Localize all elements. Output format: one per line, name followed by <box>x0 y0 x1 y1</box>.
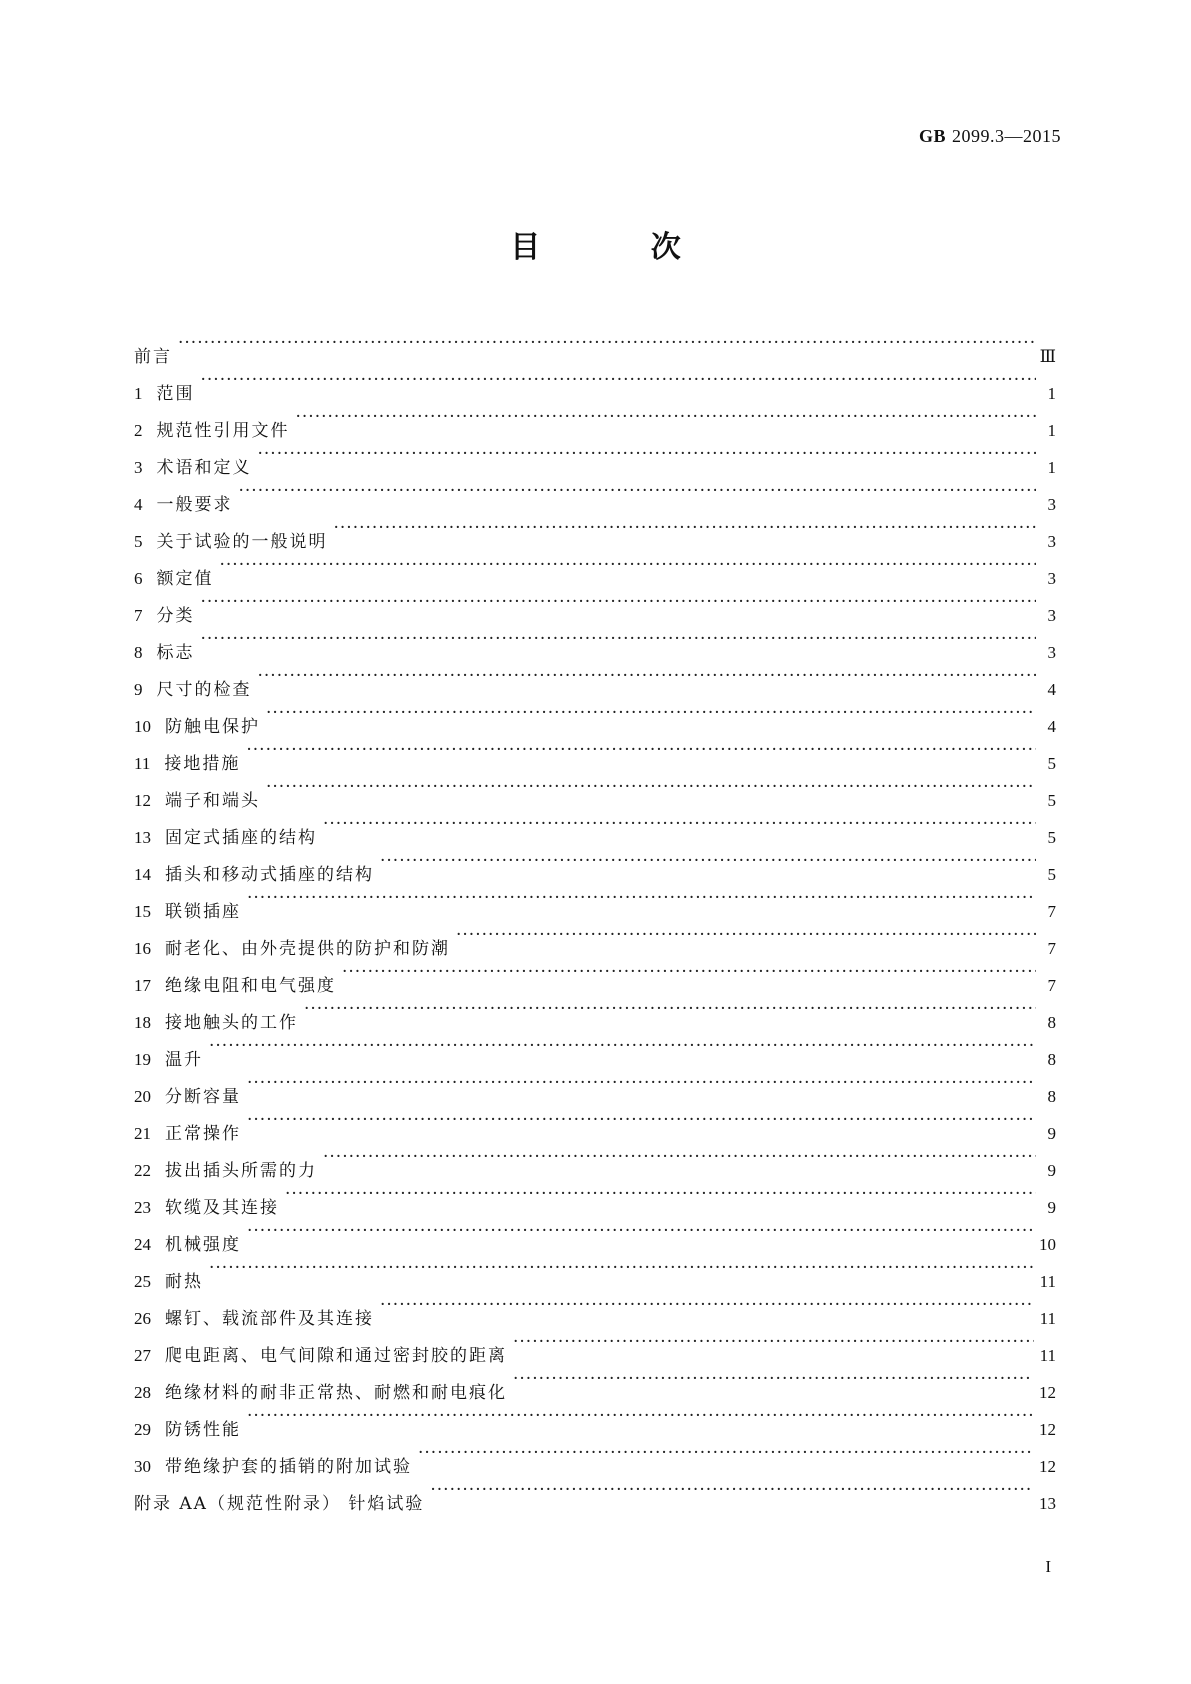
toc-entry-page: 4 <box>1047 717 1056 736</box>
toc-entry-title: 联锁插座 <box>165 902 241 922</box>
toc-leader-dots <box>285 1176 1036 1213</box>
toc-entry[interactable] <box>134 732 1056 774</box>
toc-entry-page: 7 <box>1047 939 1056 958</box>
toc-entry-title: 术语和定义 <box>156 458 252 478</box>
toc-entry-title: 端子和端头 <box>165 791 260 811</box>
toc-leader-dots <box>380 843 1036 880</box>
toc-entry-title: 尺寸的检查 <box>156 680 252 700</box>
toc-entry-number: 18 <box>134 1013 151 1032</box>
toc-entry-title: 拔出插头所需的力 <box>165 1161 317 1181</box>
toc-entry[interactable] <box>134 806 1056 848</box>
document-prefix: GB <box>918 126 946 146</box>
toc-entry-number: 26 <box>134 1309 151 1328</box>
toc-leader-dots <box>247 1398 1033 1435</box>
toc-entry-number: 19 <box>134 1050 151 1069</box>
toc-entry-title: 带绝缘护套的插销的附加试验 <box>165 1457 412 1477</box>
toc-leader-dots <box>266 695 1036 732</box>
toc-entry-number: 3 <box>134 458 143 477</box>
toc-leader-dots <box>239 473 1037 510</box>
toc-entry[interactable] <box>134 1065 1056 1107</box>
toc-entry-number: 20 <box>134 1087 151 1106</box>
toc-entry-title: 前言 <box>134 347 172 367</box>
toc-entry-title: 接地触头的工作 <box>165 1013 298 1033</box>
toc-entry-number: 24 <box>134 1235 151 1254</box>
toc-entry[interactable] <box>134 1435 1056 1477</box>
toc-entry-title: 机械强度 <box>165 1235 241 1255</box>
toc-entry-title: 接地措施 <box>164 754 241 774</box>
toc-entry-number: 1 <box>134 384 143 403</box>
toc-entry-page: 9 <box>1047 1161 1056 1180</box>
toc-entry-number: 2 <box>134 421 143 440</box>
toc-leader-dots <box>246 732 1036 769</box>
toc-entry-page: Ⅲ <box>1039 347 1056 366</box>
toc-entry-page: 8 <box>1047 1013 1056 1032</box>
toc-entry-number: 5 <box>134 532 143 551</box>
toc-entry-page: 11 <box>1039 1346 1056 1365</box>
toc-leader-dots <box>266 769 1036 806</box>
toc-entry-title: 范围 <box>156 384 195 404</box>
toc-entry[interactable] <box>134 399 1056 441</box>
toc-entry-title: 软缆及其连接 <box>165 1198 279 1218</box>
toc-leader-dots <box>418 1435 1033 1472</box>
toc-entry-page: 9 <box>1047 1124 1056 1143</box>
toc-entry-page: 7 <box>1047 902 1056 921</box>
toc-entry[interactable] <box>134 1028 1056 1070</box>
toc-entry[interactable] <box>134 325 1056 367</box>
toc-entry-page: 7 <box>1047 976 1056 995</box>
toc-entry-page: 5 <box>1047 791 1056 810</box>
toc-leader-dots <box>247 1065 1036 1102</box>
toc-entry-page: 12 <box>1039 1383 1056 1402</box>
toc-entry-number: 27 <box>134 1346 151 1365</box>
toc-leader-dots <box>201 584 1037 621</box>
toc-entry-number: 12 <box>134 791 151 810</box>
toc-entry-page: 11 <box>1039 1272 1056 1291</box>
toc-entry-number: 11 <box>134 754 151 773</box>
toc-entry-page: 10 <box>1039 1235 1056 1254</box>
toc-entry-number: 21 <box>134 1124 151 1143</box>
toc-entry-number: 8 <box>134 643 143 662</box>
toc-entry[interactable] <box>134 658 1056 700</box>
toc-entry-page: 1 <box>1047 384 1056 403</box>
toc-leader-dots <box>296 399 1037 436</box>
toc-entry-title: 关于试验的一般说明 <box>156 532 328 552</box>
toc-leader-dots <box>334 510 1037 547</box>
toc-leader-dots <box>209 1250 1034 1287</box>
toc-entry-number: 7 <box>134 606 143 625</box>
toc-entry[interactable] <box>134 917 1056 959</box>
toc-entry-number: 22 <box>134 1161 151 1180</box>
toc-entry[interactable] <box>134 436 1056 478</box>
toc-leader-dots <box>220 547 1037 584</box>
toc-entry-title: 温升 <box>165 1050 203 1070</box>
toc-entry-title: 分断容量 <box>165 1087 241 1107</box>
toc-leader-dots <box>178 325 1034 362</box>
page-title: 目 次 <box>510 230 731 265</box>
toc-entry-title: 分类 <box>156 606 195 626</box>
toc-entry-number: 14 <box>134 865 151 884</box>
toc-leader-dots <box>456 917 1036 954</box>
toc-leader-dots <box>513 1324 1034 1361</box>
toc-entry-page: 3 <box>1047 606 1056 625</box>
toc-entry[interactable] <box>134 1213 1056 1255</box>
toc-entry-title: 标志 <box>156 643 195 663</box>
toc-leader-dots <box>247 1102 1036 1139</box>
toc-entry-number: 28 <box>134 1383 151 1402</box>
toc-entry[interactable] <box>134 880 1056 922</box>
toc-entry-number: 4 <box>134 495 143 514</box>
toc-entry[interactable] <box>134 1102 1056 1144</box>
toc-entry-page: 12 <box>1039 1457 1056 1476</box>
toc-entry-title: 固定式插座的结构 <box>165 828 317 848</box>
toc-leader-dots <box>201 621 1037 658</box>
toc-entry[interactable] <box>134 547 1056 589</box>
toc-entry[interactable] <box>134 1250 1056 1292</box>
toc-entry[interactable] <box>134 1398 1056 1440</box>
toc-entry-page: 3 <box>1047 532 1056 551</box>
page-number: I <box>1045 1557 1051 1576</box>
toc-entry-number: 9 <box>134 680 143 699</box>
toc-entry[interactable] <box>134 473 1056 515</box>
toc-entry-title: 一般要求 <box>156 495 233 515</box>
toc-leader-dots <box>304 991 1036 1028</box>
document-code: 2099.3—2015 <box>952 126 1061 146</box>
toc-entry-page: 3 <box>1047 495 1056 514</box>
toc-entry-number: 23 <box>134 1198 151 1217</box>
toc-entry[interactable] <box>134 584 1056 626</box>
toc-entry[interactable] <box>134 362 1056 404</box>
toc-entry[interactable] <box>134 1287 1056 1329</box>
toc-entry[interactable] <box>134 510 1056 552</box>
toc-entry-number: 29 <box>134 1420 151 1439</box>
table-of-contents <box>134 325 1056 1514</box>
toc-entry-title: 绝缘材料的耐非正常热、耐燃和耐电痕化 <box>165 1383 507 1403</box>
toc-entry-title: 插头和移动式插座的结构 <box>165 865 374 885</box>
toc-entry-title: 额定值 <box>156 569 214 589</box>
toc-entry-number: 15 <box>134 902 151 921</box>
toc-entry-page: 1 <box>1047 458 1056 477</box>
document-number <box>919 126 1061 147</box>
toc-leader-dots <box>258 436 1037 473</box>
toc-leader-dots <box>201 362 1037 399</box>
toc-entry-number: 16 <box>134 939 151 958</box>
toc-entry-page: 5 <box>1047 865 1056 884</box>
toc-entry[interactable] <box>134 769 1056 811</box>
toc-leader-dots <box>209 1028 1036 1065</box>
toc-leader-dots <box>513 1361 1033 1398</box>
toc-entry-number: 6 <box>134 569 143 588</box>
toc-entry-page: 13 <box>1039 1494 1056 1513</box>
toc-entry-page: 8 <box>1047 1087 1056 1106</box>
toc-leader-dots <box>342 954 1036 991</box>
toc-entry-page: 4 <box>1047 680 1056 699</box>
toc-entry-title: 耐热 <box>165 1272 203 1292</box>
toc-entry-page: 1 <box>1047 421 1056 440</box>
toc-entry-number: 10 <box>134 717 151 736</box>
toc-entry-title: 正常操作 <box>165 1124 241 1144</box>
toc-entry-page: 12 <box>1039 1420 1056 1439</box>
toc-entry-title: 绝缘电阻和电气强度 <box>165 976 336 996</box>
toc-entry-title: 防触电保护 <box>165 717 260 737</box>
toc-leader-dots <box>380 1287 1034 1324</box>
toc-entry[interactable] <box>134 621 1056 663</box>
toc-entry-page: 5 <box>1047 754 1056 773</box>
toc-leader-dots <box>258 658 1037 695</box>
toc-entry-page: 8 <box>1047 1050 1056 1069</box>
toc-entry-page: 11 <box>1039 1309 1056 1328</box>
toc-entry-title: 爬电距离、电气间隙和通过密封胶的距离 <box>165 1346 507 1366</box>
toc-entry-title: 附录 AA（规范性附录） 针焰试验 <box>134 1494 425 1514</box>
toc-entry-number: 30 <box>134 1457 151 1476</box>
toc-leader-dots <box>247 880 1036 917</box>
toc-entry-title: 螺钉、载流部件及其连接 <box>165 1309 374 1329</box>
toc-entry[interactable] <box>134 1139 1056 1181</box>
toc-entry-page: 3 <box>1047 643 1056 662</box>
toc-entry-title: 防锈性能 <box>165 1420 241 1440</box>
toc-entry-number: 13 <box>134 828 151 847</box>
toc-entry-page: 3 <box>1047 569 1056 588</box>
toc-leader-dots <box>323 1139 1036 1176</box>
toc-entry-title: 耐老化、由外壳提供的防护和防潮 <box>165 939 450 959</box>
toc-entry-title: 规范性引用文件 <box>156 421 290 441</box>
toc-leader-dots <box>323 806 1036 843</box>
toc-leader-dots <box>247 1213 1033 1250</box>
toc-leader-dots <box>430 1472 1033 1509</box>
toc-entry-page: 9 <box>1047 1198 1056 1217</box>
toc-entry[interactable] <box>134 695 1056 737</box>
toc-entry-page: 5 <box>1047 828 1056 847</box>
toc-entry-number: 25 <box>134 1272 151 1291</box>
toc-entry-number: 17 <box>134 976 151 995</box>
